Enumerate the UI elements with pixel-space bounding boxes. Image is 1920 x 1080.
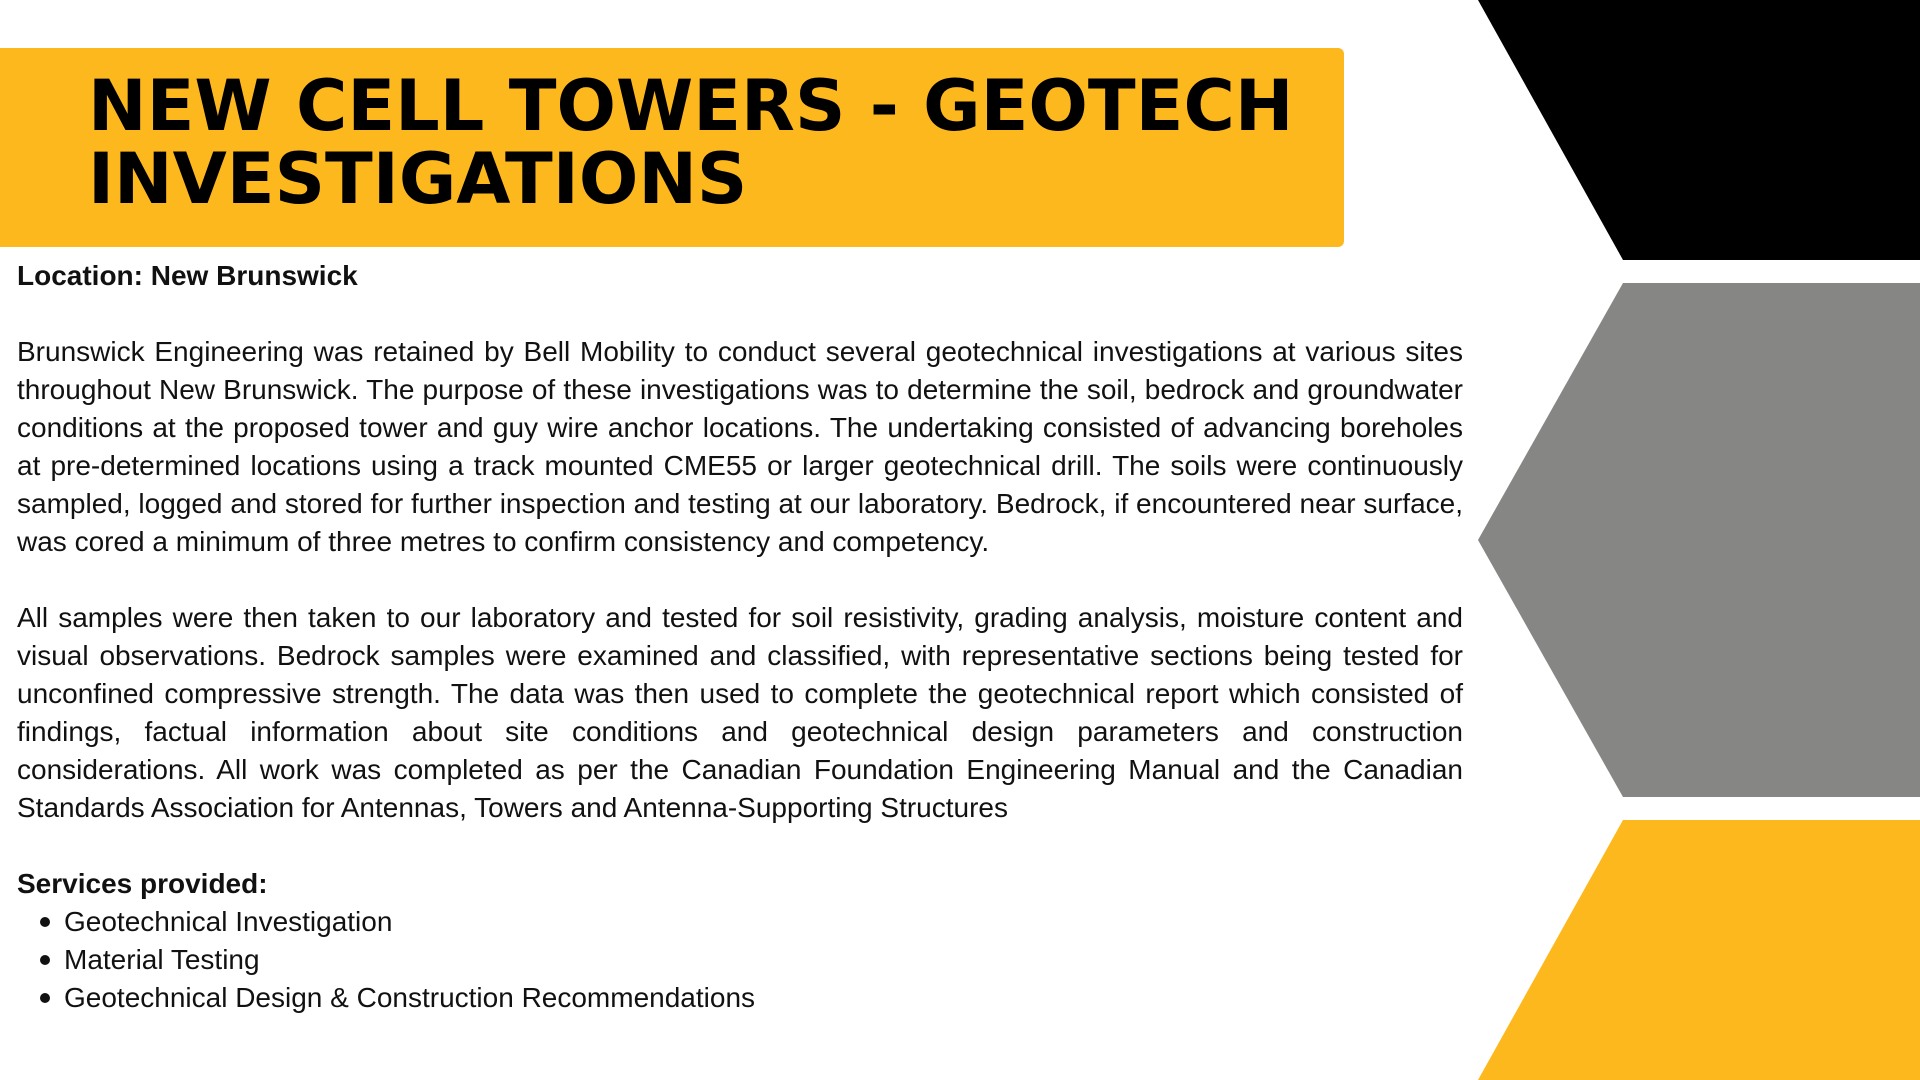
- bullet-icon: [40, 993, 50, 1003]
- services-heading: Services provided:: [17, 868, 268, 899]
- page-title: [88, 65, 1328, 220]
- gray-chevron-shape: [1478, 283, 1920, 797]
- services-item-label: Geotechnical Investigation: [64, 906, 393, 937]
- page-title-line-2: INVESTIGATIONS: [88, 138, 748, 220]
- services-list-item: [17, 941, 1463, 979]
- project-description: [17, 257, 1463, 1017]
- description-paragraph-1: Brunswick Engineering was retained by Bell Mobility to conduct several geotechnical investigations at various sites throughout New Brunswick. The purpose of these investigations was to determine the soil, bedrock and groundwater conditions at the proposed tower and guy wire anchor locations. The undertaking consisted of advancing boreholes at pre-determined locations using a track mounted CME55 or larger geotechnical drill. The soils were continuously sampled, logged and stored for further inspection and testing at our laboratory. Bedrock, if encountered near surface, was cored a minimum of three metres to confirm consistency and competency.: [17, 336, 1463, 557]
- decorative-chevrons: [1460, 0, 1920, 1080]
- black-chevron-shape: [1478, 0, 1920, 260]
- services-list: [17, 903, 1463, 1017]
- services-item-label: Material Testing: [64, 944, 260, 975]
- location-label: Location: New Brunswick: [17, 260, 358, 291]
- services-item-label: Geotechnical Design & Construction Recommendations: [64, 982, 756, 1013]
- description-paragraph-2: All samples were then taken to our laboratory and tested for soil resistivity, grading analysis, moisture content and visual observations. Bedrock samples were examined and classified, with representative sections being tested for unconfined compressive strength. The data was then used to complete the geotechnical report which consisted of findings, factual information about site conditions and geotechnical design parameters and construction considerations. All work was completed as per the Canadian Foundation Engineering Manual and the Canadian Standards Association for Antennas, Towers and Antenna-Supporting Structures: [17, 602, 1463, 823]
- bullet-icon: [40, 917, 50, 927]
- services-list-item: [17, 903, 1463, 941]
- yellow-chevron-shape: [1478, 820, 1920, 1080]
- page-title-line-1: NEW CELL TOWERS - GEOTECH: [88, 65, 1294, 147]
- services-list-item: [17, 979, 1463, 1017]
- bullet-icon: [40, 955, 50, 965]
